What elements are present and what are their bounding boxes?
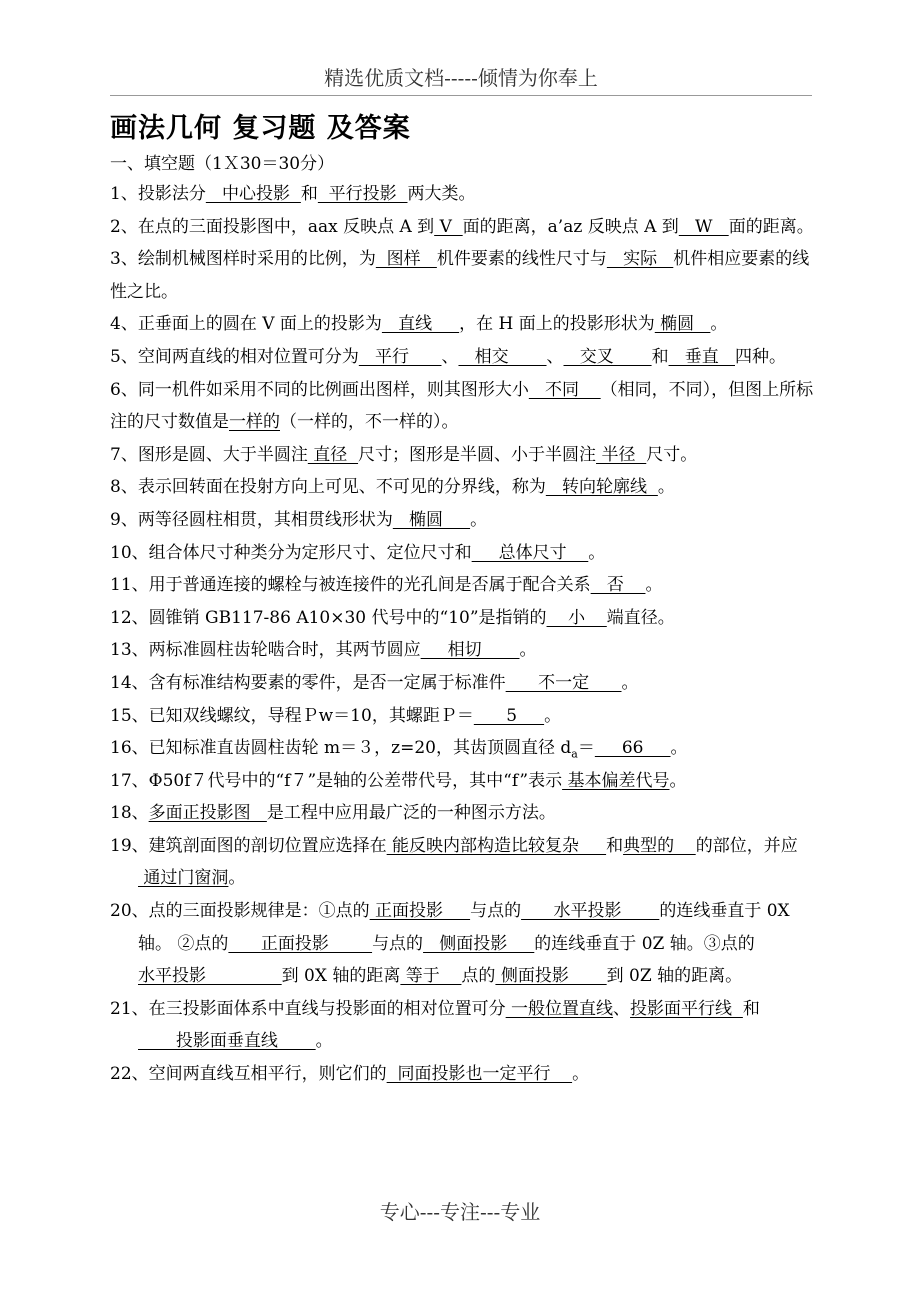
- question-text: 15、已知双线螺纹，导程Ｐw＝10，其螺距Ｐ＝: [110, 705, 474, 726]
- answer-blank: 66: [594, 738, 671, 759]
- question-text: 14、含有标准结构要素的零件，是否一定属于标准件: [110, 672, 506, 693]
- question-text: 机件要素的线性尺寸与: [436, 249, 607, 270]
- answer-blank: 总体尺寸: [471, 542, 589, 563]
- answer-blank: 平行投影: [317, 184, 408, 204]
- question-text: 11、用于普通连接的螺栓与被连接件的光孔间是否属于配合关系: [110, 575, 591, 596]
- question-text: 。: [710, 314, 728, 335]
- answer-blank: 半径: [596, 444, 647, 465]
- answer-blank: 直线: [381, 314, 460, 335]
- answer-blank: 基本偏差代号: [562, 770, 670, 791]
- answer-blank: 垂直: [668, 346, 735, 367]
- question-text: 20、点的三面投影规律是：①点的: [110, 901, 370, 922]
- question-text: 到 0Z 轴的距离。: [606, 966, 743, 987]
- question-text: 的连线垂直于 0Z 轴。③点的: [534, 933, 755, 954]
- answer-blank: 交叉: [563, 346, 652, 367]
- question-text: 3、绘制机械图样时采用的比例，为: [110, 249, 376, 270]
- question-text: 12、圆锥销 GB117-86 A10×30 代号中的“10”是指销的: [110, 607, 547, 628]
- question-text: 。: [657, 477, 675, 498]
- answer-blank: 不一定: [505, 672, 622, 693]
- answer-blank: 5: [473, 705, 545, 726]
- question-text: 。: [315, 1031, 333, 1052]
- question-item: [110, 830, 816, 895]
- question-text: 。: [470, 509, 488, 530]
- question-text: 。: [588, 542, 606, 563]
- question-text: 22、空间两直线互相平行，则它们的: [110, 1064, 387, 1085]
- question-text: 两大类。: [407, 184, 476, 204]
- answer-blank: 等于: [400, 966, 462, 987]
- page-header: 精选优质文档-----倾情为你奉上: [110, 62, 812, 96]
- question-text: 。: [621, 672, 639, 693]
- question-item: [110, 1058, 816, 1091]
- answer-blank: 相交: [458, 346, 547, 367]
- question-text: 的部位，并应: [695, 835, 798, 856]
- question-item: [110, 374, 816, 439]
- section-heading: 一、填空题（1Ｘ30＝30分）: [110, 154, 335, 174]
- question-item: [110, 993, 816, 1058]
- answer-blank: 椭圆: [392, 509, 471, 530]
- question-text: 16、已知标准直齿圆柱齿轮 m＝３，z=20，其齿顶圆直径 d: [110, 738, 572, 759]
- question-text: 。: [544, 705, 562, 726]
- question-text: 点的: [461, 966, 496, 987]
- answer-blank: 投影面平行线: [630, 998, 743, 1019]
- question-item: [110, 634, 816, 667]
- question-item: [110, 243, 816, 308]
- question-text: 四种。: [735, 346, 786, 367]
- page-title: 画法几何 复习题 及答案: [110, 113, 411, 144]
- answer-blank: 小: [546, 607, 607, 628]
- question-text: 13、两标准圆柱齿轮啮合时，其两节圆应: [110, 640, 421, 661]
- answer-blank: 椭圆: [654, 314, 711, 335]
- answer-blank: 正面投影: [369, 901, 471, 922]
- answer-blank: 典型的: [623, 835, 696, 856]
- answer-blank: 一般位置直线: [505, 998, 614, 1019]
- question-text: 。: [572, 1064, 590, 1085]
- question-item: [110, 211, 816, 244]
- question-text: 尺寸；图形是半圆、小于半圆注: [358, 444, 597, 465]
- question-item: [110, 797, 816, 830]
- subscript: a: [571, 747, 578, 761]
- question-item: [110, 700, 816, 733]
- question-item: [110, 504, 816, 537]
- question-text: 。: [519, 640, 537, 661]
- question-text: （相同，不同），但图上所标注的尺寸数值是: [110, 379, 814, 433]
- answer-blank: 同面投影也一定平行: [386, 1064, 573, 1085]
- answer-blank: 正面投影: [228, 933, 373, 954]
- question-text: 、: [613, 998, 631, 1019]
- question-text: 到 0X 轴的距离: [281, 966, 401, 987]
- question-text: 1、投影法分: [110, 184, 206, 204]
- page-footer: 专心---专注---专业: [379, 1200, 541, 1224]
- answer-blank: 侧面投影: [423, 933, 535, 954]
- question-text: 和: [606, 835, 624, 856]
- question-text: 4、正垂面上的圆在 V 面上的投影为: [110, 314, 382, 335]
- question-text: 尺寸。: [646, 444, 698, 465]
- question-text: （一样的，不一样的）。: [280, 412, 459, 433]
- answer-blank: 投影面垂直线: [138, 1031, 316, 1052]
- question-text: 和: [651, 346, 669, 367]
- question-text: 面的距离，a’az 反映点 A 到: [462, 216, 679, 237]
- question-text: 8、表示回转面在投射方向上可见、不可见的分界线，称为: [110, 477, 546, 498]
- question-text: 是工程中应用最广泛的一种图示方法。: [266, 803, 556, 824]
- question-item: [110, 178, 816, 211]
- question-text: 、: [546, 346, 564, 367]
- answer-blank: 相切: [420, 640, 520, 661]
- question-item: [110, 341, 816, 374]
- question-text: 10、组合体尺寸种类分为定形尺寸、定位尺寸和: [110, 542, 472, 563]
- question-text: 和: [742, 998, 760, 1019]
- question-item: [110, 667, 816, 700]
- answer-blank: 平行: [358, 346, 442, 367]
- answer-blank: 图样: [375, 249, 437, 270]
- question-text: 21、在三投影面体系中直线与投影面的相对位置可分: [110, 998, 506, 1019]
- answer-blank: V: [434, 216, 463, 237]
- question-text: 19、建筑剖面图的剖切位置应选择在: [110, 835, 387, 856]
- question-text: 与点的: [470, 901, 522, 922]
- question-text: 6、同一机件如采用不同的比例画出图样，则其图形大小: [110, 379, 529, 400]
- answer-blank: 侧面投影: [495, 966, 607, 987]
- question-text: 7、图形是圆、大于半圆注: [110, 444, 308, 465]
- question-text: 机件相应要素的线性之比。: [110, 249, 810, 302]
- answer-blank: 水平投影: [521, 901, 660, 922]
- question-text: 2、在点的三面投影图中，aax 反映点 A 到: [110, 216, 435, 237]
- question-text: 的连线垂直于 0X 轴。 ②点的: [138, 901, 790, 954]
- answer-blank: 通过门窗洞: [138, 868, 229, 889]
- question-item: [110, 537, 816, 570]
- question-item: [110, 308, 816, 341]
- answer-blank: W: [678, 216, 729, 237]
- answer-blank: 转向轮廓线: [545, 477, 658, 498]
- question-text: ＝: [577, 738, 595, 759]
- answer-blank: 能反映内部构造比较复杂: [386, 835, 607, 856]
- answer-blank: 直径: [307, 444, 359, 465]
- question-text: 。: [645, 575, 663, 596]
- answer-blank: 一样的: [229, 412, 280, 433]
- question-item: [110, 602, 816, 635]
- answer-blank: 多面正投影图: [148, 803, 267, 824]
- question-text: 。: [670, 738, 688, 759]
- question-text: 、: [441, 346, 459, 367]
- question-text: 和: [300, 184, 318, 204]
- question-item: [110, 765, 816, 798]
- question-list: [110, 178, 816, 1091]
- question-item: [110, 439, 816, 472]
- question-text: 与点的: [372, 933, 424, 954]
- answer-blank: 否: [590, 575, 646, 596]
- question-text: ，在 H 面上的投影形状为: [459, 314, 655, 335]
- question-item: [110, 732, 816, 765]
- answer-blank: 水平投影: [138, 966, 282, 987]
- question-text: 18、: [110, 803, 149, 824]
- question-text: 。: [669, 770, 687, 791]
- question-text: 9、两等径圆柱相贯，其相贯线形状为: [110, 509, 393, 530]
- question-text: 17、Φ50f７代号中的“f７”是轴的公差带代号，其中“f”表示: [110, 770, 563, 791]
- answer-blank: 不同: [528, 379, 601, 400]
- question-text: 面的距离。: [728, 216, 814, 237]
- question-text: 端直径。: [606, 607, 675, 628]
- answer-blank: 实际: [606, 249, 674, 270]
- question-item: [110, 471, 816, 504]
- question-item: [110, 569, 816, 602]
- answer-blank: 中心投影: [205, 184, 301, 204]
- question-text: 。: [228, 868, 246, 889]
- question-item: [110, 895, 816, 993]
- question-text: 5、空间两直线的相对位置可分为: [110, 346, 359, 367]
